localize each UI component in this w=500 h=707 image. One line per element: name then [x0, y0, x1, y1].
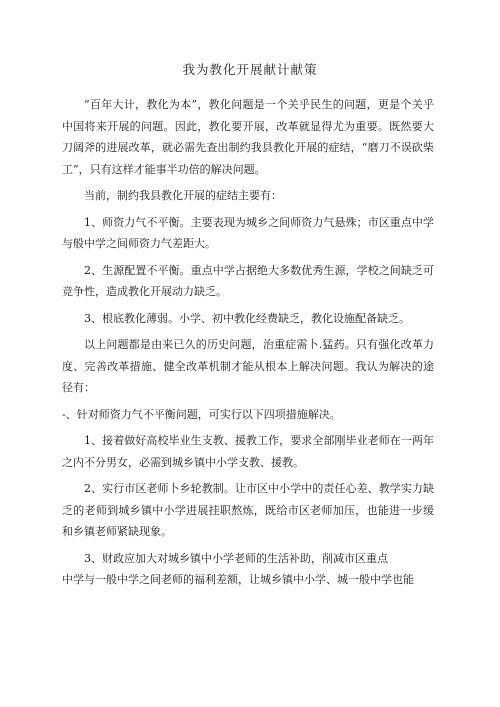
- paragraph: 2、实行市区老师卜乡轮教制。让市区中小学中的责任心差、教学实力缺乏的老师到城乡镇中小学进展挂职熬炼，既给市区老师加压，也能进一步缓和乡镇老师紧缺现象。: [62, 482, 434, 538]
- paragraph: “百年大计，教化为本”，教化问题是一个关乎民生的问题，更是个关乎中国将来开展的问题。因此，教化要开展，改革就显得尤为重要。既然要大刀阔斧的进展改革，就必需先查出制约我县教化开展的症结，“磨刀不误砍柴工”，只有这样才能事半功倍的解决问题。: [62, 98, 434, 176]
- paragraph: -、针对师资力气不平衡问题，可实行以下四项措施解决。: [62, 407, 341, 421]
- document-title: 我为教化开展献计献策: [182, 62, 318, 77]
- paragraph: 3、财政应加大对城乡镇中小学老师的生活补助，削减市区重点: [84, 551, 388, 565]
- paragraph: 中学与一般中学之间老师的福利差额，让城乡镇中小学、城一般中学也能: [62, 573, 414, 586]
- paragraph: 1、师资力气不平衡。主要表现为城乡之间师资力气悬殊；市区重点中学与般中学之间师资力气差距大。: [62, 215, 434, 250]
- paragraph: 3、根底教化薄弱。小学、初中教化经费缺乏，教化设施配备缺乏。: [84, 311, 410, 325]
- paragraph: 以上问题都是由来已久的历史问题，治重症需卜.猛药。只有强化改革力度、完善改革措施、健全改革机制才能从根本上解决问题。我认为解决的途径有：: [62, 338, 434, 394]
- paragraph: 当前，制约我县教化开展的症结主要有：: [84, 189, 282, 202]
- document-body: [62, 94, 434, 596]
- paragraph: 2、生源配置不平衡。重点中学占据绝大多数优秀生源，学校之间缺乏可竞争性，造成教化开展动力缺乏。: [62, 263, 434, 298]
- paragraph: 1、接着做好高校毕业生支教、援教工作，要求全部刚毕业老师在一两年之内不分男女，必需到城乡镇中小学支教、援教。: [62, 434, 434, 469]
